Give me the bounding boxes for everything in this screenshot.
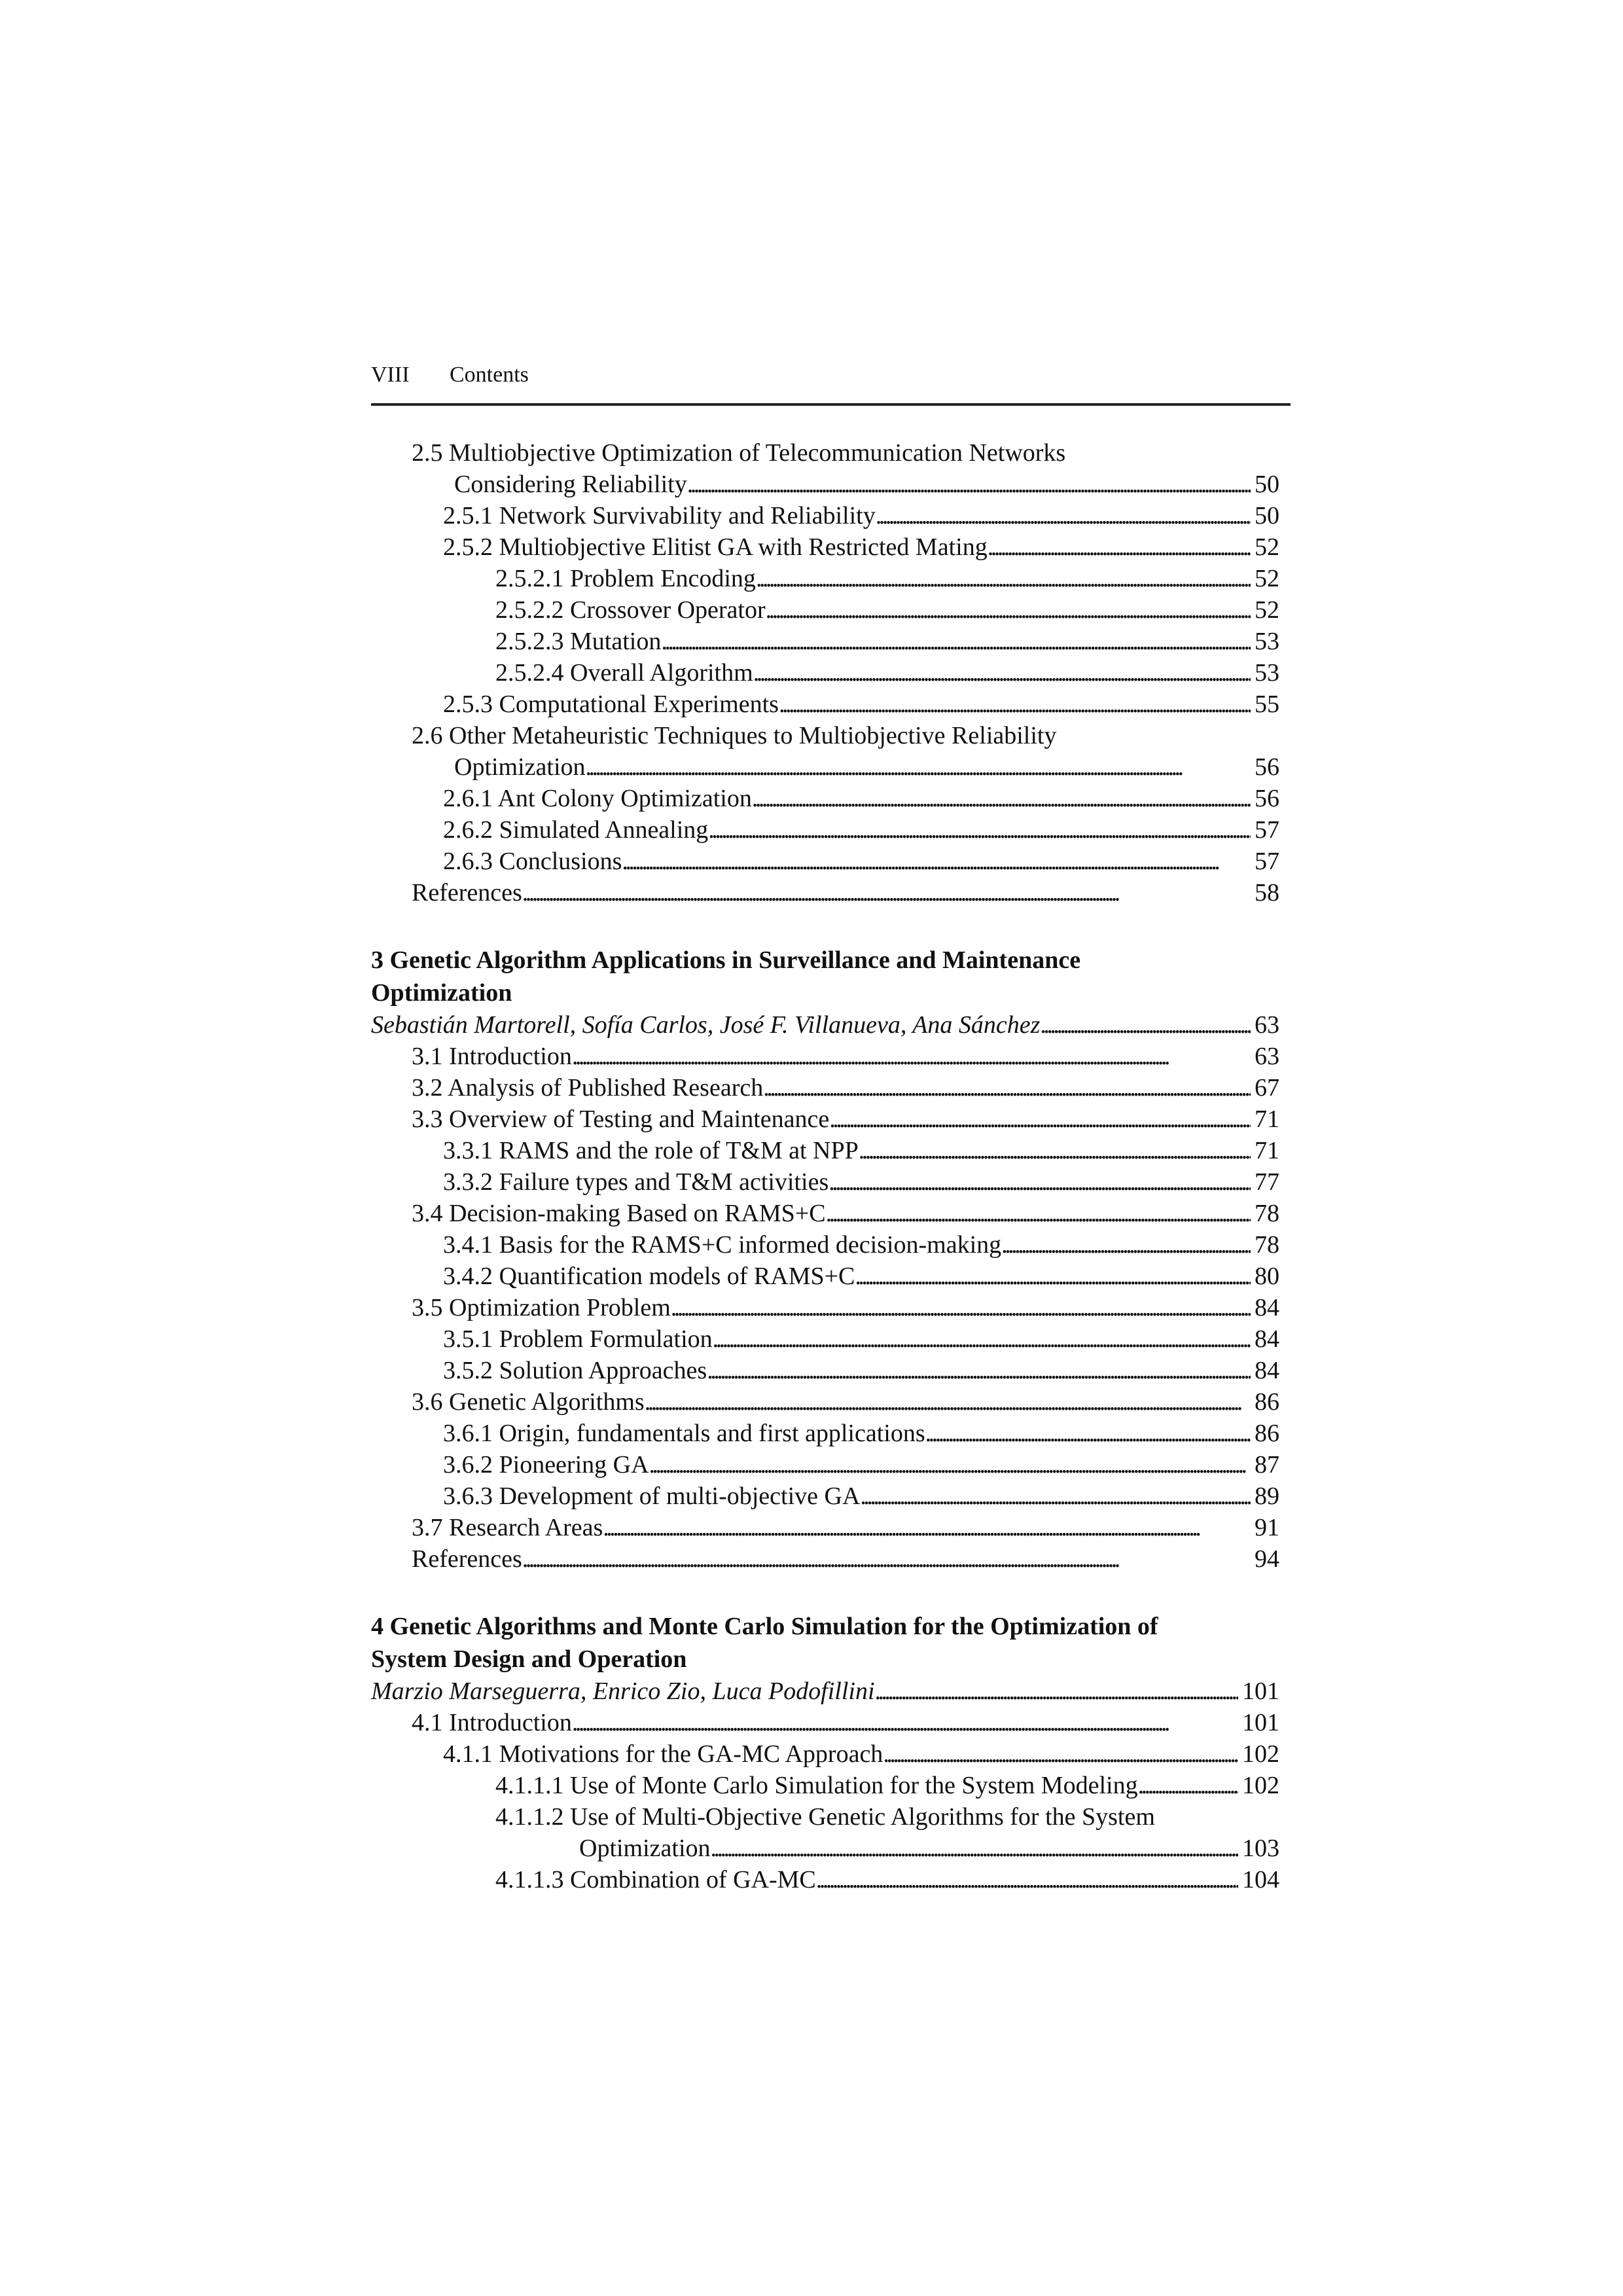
entry-title: 2.6.3 Conclusions <box>443 848 622 875</box>
dot-leader <box>925 1418 1251 1449</box>
dot-leader <box>763 1072 1251 1103</box>
page-ref: 53 <box>1255 628 1279 655</box>
dot-leader <box>876 500 1251 531</box>
toc-entry[interactable] <box>371 877 1279 908</box>
entry-title: 3.3 Overview of Testing and Maintenance <box>412 1105 830 1133</box>
toc-entry[interactable] <box>371 783 1279 814</box>
section-gap <box>371 1575 1279 1610</box>
page-ref: 63 <box>1255 1011 1279 1039</box>
entry-title: 3.1 Introduction <box>412 1043 572 1070</box>
running-title: Contents <box>450 363 529 387</box>
toc-entry[interactable] <box>371 1512 1279 1543</box>
dot-leader <box>603 1512 1251 1543</box>
dot-leader <box>522 1543 1251 1575</box>
toc-entry[interactable] <box>371 1418 1279 1449</box>
chapter-title[interactable]: 4 Genetic Algorithms and Monte Carlo Simulation for the Optimization of <box>371 1613 1158 1640</box>
toc-entry[interactable] <box>371 1229 1279 1261</box>
page-number: VIII <box>371 363 410 387</box>
page-ref: 91 <box>1255 1514 1279 1541</box>
dot-leader <box>711 1833 1238 1864</box>
entry-title: References <box>412 879 522 906</box>
entry-title: 4.1.1.1 Use of Monte Carlo Simulation for the System Modeling <box>495 1772 1138 1799</box>
page-ref: 77 <box>1255 1168 1279 1196</box>
entry-title: 2.6.2 Simulated Annealing <box>443 816 709 844</box>
page-ref: 57 <box>1255 816 1279 844</box>
page-ref: 86 <box>1255 1388 1279 1416</box>
entry-title: 3.4.2 Quantification models of RAMS+C <box>443 1263 855 1290</box>
entry-title: 2.5.2 Multiobjective Elitist GA with Restricted Mating <box>443 533 988 561</box>
page-ref: 101 <box>1242 1677 1279 1705</box>
dot-leader <box>1001 1229 1251 1261</box>
entry-title: 3.6.1 Origin, fundamentals and first applications <box>443 1420 925 1447</box>
dot-leader <box>661 626 1251 657</box>
entry-title: 4.1.1 Motivations for the GA-MC Approach <box>443 1740 883 1768</box>
dot-leader <box>875 1676 1239 1707</box>
dot-leader <box>826 1198 1251 1229</box>
toc-entry[interactable] <box>371 814 1279 846</box>
dot-leader <box>753 657 1251 689</box>
page-ref: 104 <box>1242 1866 1279 1893</box>
toc-entry[interactable] <box>371 500 1279 531</box>
entry-title: 3.4 Decision-making Based on RAMS+C <box>412 1200 826 1227</box>
dot-leader <box>586 751 1251 783</box>
entry-title: 3.5.2 Solution Approaches <box>443 1357 707 1384</box>
entry-title: 3.6.2 Pioneering GA <box>443 1451 649 1479</box>
toc-entry[interactable] <box>371 1166 1279 1198</box>
entry-title: 2.6 Other Metaheuristic Techniques to Multiobjective Reliability <box>412 722 1057 749</box>
toc-entry[interactable] <box>371 1103 1279 1135</box>
page-ref: 78 <box>1255 1200 1279 1227</box>
dot-leader <box>859 1135 1251 1166</box>
dot-leader <box>622 846 1251 877</box>
toc-entry[interactable] <box>371 1261 1279 1292</box>
toc-entry[interactable] <box>371 1041 1279 1072</box>
chapter-authors <box>371 1009 1279 1041</box>
toc-entry[interactable] <box>371 1543 1279 1575</box>
entry-title: 3.7 Research Areas <box>412 1514 603 1541</box>
toc-entry[interactable] <box>371 531 1279 563</box>
dot-leader <box>752 783 1251 814</box>
entry-title: 4.1 Introduction <box>412 1709 572 1736</box>
toc-entry[interactable] <box>371 1833 1279 1864</box>
page-ref: 50 <box>1255 471 1279 498</box>
page-ref: 78 <box>1255 1231 1279 1259</box>
toc-entry[interactable] <box>371 1449 1279 1480</box>
section-gap <box>371 908 1279 944</box>
dot-leader <box>988 531 1251 563</box>
chapter-authors <box>371 1676 1279 1707</box>
dot-leader <box>572 1707 1238 1738</box>
toc-entry[interactable] <box>371 1770 1279 1801</box>
toc-entry[interactable] <box>371 563 1279 594</box>
toc-entry[interactable] <box>371 594 1279 626</box>
toc-entry[interactable] <box>371 437 1279 469</box>
entry-title: 4.1.1.2 Use of Multi-Objective Genetic Algorithms for the System <box>495 1803 1155 1831</box>
dot-leader <box>855 1261 1251 1292</box>
dot-leader <box>522 877 1251 908</box>
entry-title: Optimization <box>579 1835 711 1862</box>
entry-title: Considering Reliability <box>454 471 687 498</box>
page-ref: 50 <box>1255 502 1279 529</box>
dot-leader <box>572 1041 1251 1072</box>
toc-entry[interactable] <box>371 1323 1279 1355</box>
dot-leader <box>645 1386 1251 1418</box>
page-header <box>371 359 1291 406</box>
toc-entry[interactable] <box>371 751 1279 783</box>
page-ref: 86 <box>1255 1420 1279 1447</box>
page-ref: 52 <box>1255 565 1279 592</box>
dot-leader <box>708 814 1251 846</box>
dot-leader <box>883 1738 1238 1770</box>
toc-entry[interactable] <box>371 1738 1279 1770</box>
page-ref: 71 <box>1255 1105 1279 1133</box>
entry-title: 3.5.1 Problem Formulation <box>443 1325 713 1353</box>
dot-leader <box>766 594 1251 626</box>
dot-leader <box>779 689 1251 720</box>
dot-leader <box>687 469 1251 500</box>
page-ref: 55 <box>1255 691 1279 718</box>
dot-leader <box>713 1323 1251 1355</box>
entry-title: 3.6 Genetic Algorithms <box>412 1388 645 1416</box>
page-ref: 57 <box>1255 848 1279 875</box>
entry-title: 2.5 Multiobjective Optimization of Telecommunication Networks <box>412 439 1066 467</box>
entry-title: References <box>412 1545 522 1573</box>
page-ref: 87 <box>1255 1451 1279 1479</box>
author-names: Sebastián Martorell, Sofía Carlos, José F. Villanueva, Ana Sánchez <box>371 1011 1041 1039</box>
toc-entry[interactable] <box>371 689 1279 720</box>
toc-entry[interactable] <box>371 1072 1279 1103</box>
page-ref: 102 <box>1242 1740 1279 1768</box>
page-ref: 80 <box>1255 1263 1279 1290</box>
entry-title: 3.3.2 Failure types and T&M activities <box>443 1168 829 1196</box>
page-ref: 102 <box>1242 1772 1279 1799</box>
toc-entry[interactable] <box>371 1135 1279 1166</box>
dot-leader <box>816 1864 1238 1895</box>
page-ref: 94 <box>1255 1545 1279 1573</box>
entry-title: 3.6.3 Development of multi-objective GA <box>443 1482 861 1510</box>
page-ref: 52 <box>1255 596 1279 624</box>
entry-title: 3.2 Analysis of Published Research <box>412 1074 764 1102</box>
toc-entry[interactable] <box>371 846 1279 877</box>
dot-leader <box>829 1166 1251 1198</box>
toc-entry[interactable] <box>371 1864 1279 1895</box>
entry-title: 2.5.2.3 Mutation <box>495 628 662 655</box>
toc-entry[interactable] <box>371 1292 1279 1323</box>
chapter-title[interactable]: 3 Genetic Algorithm Applications in Surveillance and Maintenance <box>371 946 1081 974</box>
toc-entry[interactable] <box>371 1480 1279 1512</box>
dot-leader <box>860 1480 1251 1512</box>
toc-entry[interactable] <box>371 626 1279 657</box>
page-ref: 58 <box>1255 879 1279 906</box>
page-ref: 67 <box>1255 1074 1279 1102</box>
page-ref: 63 <box>1255 1043 1279 1070</box>
entry-title: 2.5.1 Network Survivability and Reliability <box>443 502 876 529</box>
dot-leader <box>649 1449 1251 1480</box>
toc-entry[interactable] <box>371 1355 1279 1386</box>
dot-leader <box>829 1103 1251 1135</box>
dot-leader <box>1138 1770 1238 1801</box>
page-ref: 56 <box>1255 753 1279 781</box>
page-ref: 84 <box>1255 1357 1279 1384</box>
table-of-contents <box>371 437 1279 1895</box>
page-ref: 84 <box>1255 1294 1279 1321</box>
page-ref: 53 <box>1255 659 1279 687</box>
entry-title: 2.5.2.2 Crossover Operator <box>495 596 766 624</box>
page-ref: 84 <box>1255 1325 1279 1353</box>
toc-entry[interactable] <box>371 1801 1279 1833</box>
entry-title: 3.3.1 RAMS and the role of T&M at NPP <box>443 1137 859 1164</box>
entry-title: 2.5.2.4 Overall Algorithm <box>495 659 753 687</box>
page-ref: 103 <box>1242 1835 1279 1862</box>
page-ref: 101 <box>1242 1709 1279 1736</box>
entry-title: 3.5 Optimization Problem <box>412 1294 671 1321</box>
entry-title: 2.5.2.1 Problem Encoding <box>495 565 756 592</box>
toc-entry[interactable] <box>371 657 1279 689</box>
chapter-title[interactable]: Optimization <box>371 979 512 1007</box>
toc-entry[interactable] <box>371 1386 1279 1418</box>
page-ref: 89 <box>1255 1482 1279 1510</box>
dot-leader <box>1040 1009 1251 1041</box>
entry-title: 4.1.1.3 Combination of GA-MC <box>495 1866 816 1893</box>
toc-entry[interactable] <box>371 1707 1279 1738</box>
entry-title: Optimization <box>454 753 586 781</box>
page-ref: 52 <box>1255 533 1279 561</box>
dot-leader <box>756 563 1251 594</box>
dot-leader <box>671 1292 1251 1323</box>
author-names: Marzio Marseguerra, Enrico Zio, Luca Podofillini <box>371 1677 875 1705</box>
entry-title: 3.4.1 Basis for the RAMS+C informed decision-making <box>443 1231 1002 1259</box>
toc-entry[interactable] <box>371 469 1279 500</box>
chapter-title[interactable]: System Design and Operation <box>371 1645 687 1673</box>
dot-leader <box>707 1355 1251 1386</box>
page-ref: 56 <box>1255 785 1279 812</box>
toc-entry[interactable] <box>371 720 1279 751</box>
entry-title: 2.6.1 Ant Colony Optimization <box>443 785 752 812</box>
page-ref: 71 <box>1255 1137 1279 1164</box>
toc-entry[interactable] <box>371 1198 1279 1229</box>
entry-title: 2.5.3 Computational Experiments <box>443 691 779 718</box>
